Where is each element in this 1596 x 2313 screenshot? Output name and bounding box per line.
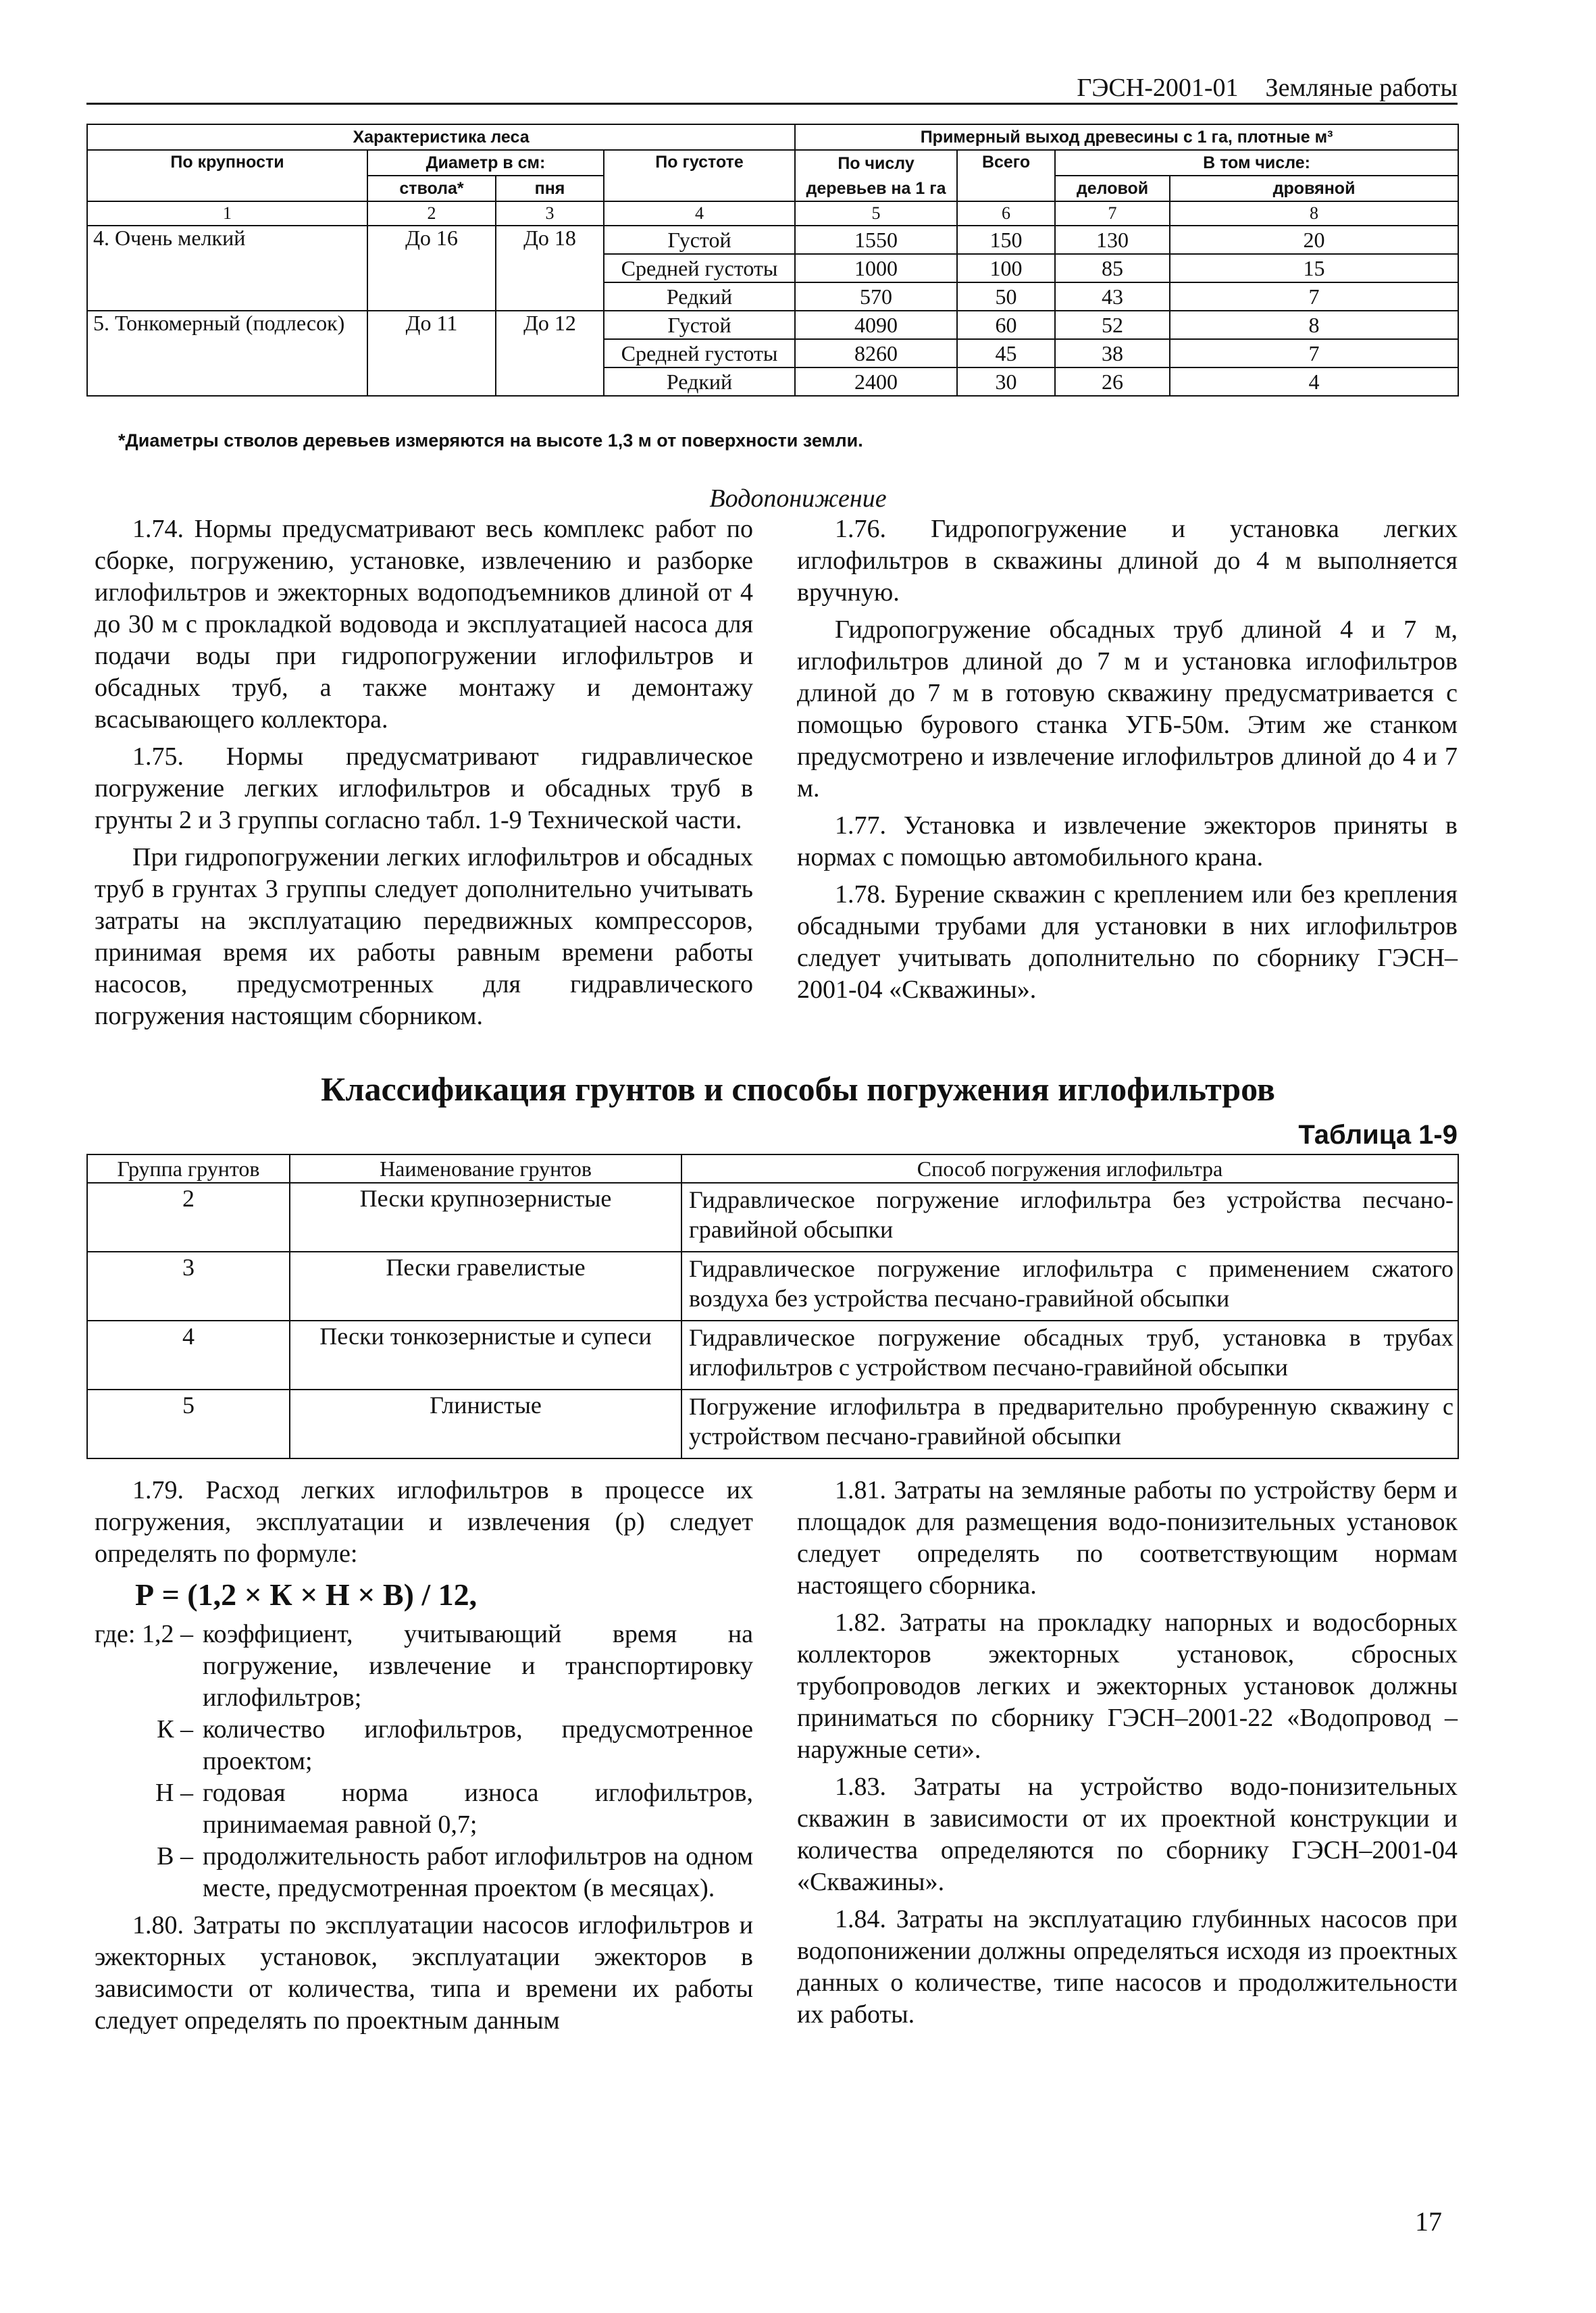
paragraph: 1.80. Затраты по эксплуатации насосов иглофильтров и эжекторных установок, эксплуатации эжекторов в зависимости от количества, типа и времени их работы следует определять по проектным данным [95, 1911, 753, 2035]
firewood-cell: 20 [1170, 226, 1458, 254]
running-header [86, 73, 1458, 105]
table-row [87, 1183, 1458, 1252]
header-firewood: дровяной [1170, 176, 1458, 201]
section-heading: Водопонижение [709, 484, 887, 513]
document-code: ГЭСН-2001-01 [1077, 74, 1239, 102]
legend-symbol: где: 1,2 – [95, 1620, 193, 1648]
paragraph: 1.76. Гидропогружение и установка легких иглофильтров в скважины длиной до 4 м выполняется вручную. [797, 515, 1458, 607]
paragraph: 1.81. Затраты на земляные работы по устройству берм и площадок для размещения водо-понизительных установок следует определять по соответствующим нормам настоящего сборника. [797, 1476, 1458, 1600]
business-wood-cell: 38 [1055, 339, 1170, 367]
header-wood-yield: Примерный выход древесины с 1 га, плотные м³ [795, 124, 1458, 150]
density-cell: Средней густоты [604, 339, 795, 367]
table-row [87, 226, 1458, 254]
legend-symbol: К – [157, 1715, 193, 1744]
text-column-right-lower [797, 1475, 1458, 2036]
density-cell: Средней густоты [604, 254, 795, 282]
business-wood-cell: 26 [1055, 367, 1170, 396]
total-cell: 50 [957, 282, 1055, 311]
text-column-right [797, 513, 1458, 1011]
column-number: 6 [957, 201, 1055, 226]
business-wood-cell: 85 [1055, 254, 1170, 282]
size-class: 5. Тонкомерный (подлесок) [87, 311, 367, 396]
formula: Р = (1,2 × К × Н × В) / 12, [135, 1577, 478, 1612]
table-row [87, 1252, 1458, 1321]
trees-per-ha-cell: 1000 [795, 254, 957, 282]
table-caption: Таблица 1-9 [1298, 1120, 1458, 1150]
trunk-diameter: До 16 [367, 226, 496, 311]
table-row [87, 311, 1458, 339]
header-by-size: По крупности [87, 150, 367, 201]
total-cell: 60 [957, 311, 1055, 339]
paragraph: 1.82. Затраты на прокладку напорных и водосборных коллекторов эжекторных установок, сбросных трубопроводов легких и эжекторных установок должны приниматься по сборнику ГЭСН–2001-22 «Водопровод – наружные сети». [797, 1608, 1458, 1764]
total-cell: 30 [957, 367, 1055, 396]
text-column-left [95, 513, 753, 1038]
trees-per-ha-cell: 1550 [795, 226, 957, 254]
density-cell: Редкий [604, 282, 795, 311]
paragraph: 1.83. Затраты на устройство водо-понизительных скважин в зависимости от их проектной конструкции и количества определяются по сборнику ГЭСН–2001-04 «Скважины». [797, 1773, 1458, 1896]
header-stump: пня [496, 176, 604, 201]
soil-group-cell: 5 [87, 1390, 290, 1458]
density-cell: Густой [604, 226, 795, 254]
firewood-cell: 8 [1170, 311, 1458, 339]
legend-text: количество иглофильтров, предусмотренное проектом; [202, 1715, 753, 1775]
trees-per-ha-cell: 570 [795, 282, 957, 311]
column-number: 3 [496, 201, 604, 226]
header-including: В том числе: [1055, 150, 1458, 176]
trees-per-ha-cell: 8260 [795, 339, 957, 367]
firewood-cell: 15 [1170, 254, 1458, 282]
trees-per-ha-cell: 2400 [795, 367, 957, 396]
stump-diameter: До 12 [496, 311, 604, 396]
text-column-left-lower [95, 1475, 753, 2042]
paragraph: 1.74. Нормы предусматривают весь комплекс работ по сборке, погружению, установке, извлечению и разборке иглофильтров и эжекторных водоподъемников длиной от 4 до 30 м с прокладкой водовода и эксплуатацией насоса для подачи воды при гидропогружении иглофильтров и обсадных труб, а также монтажу и демонтажу всасывающего коллектора. [95, 515, 753, 734]
header-soil-name: Наименование грунтов [290, 1154, 681, 1183]
paragraph: При гидропогружении легких иглофильтров и обсадных труб в грунтах 3 группы следует дополнительно учитывать затраты на эксплуатацию передвижных компрессоров, принимая время их работы равным времени работы насосов, предусмотренных для гидравлического погружения настоящим сборником. [95, 843, 753, 1030]
soil-group-cell: 2 [87, 1183, 290, 1252]
legend-symbol: Н – [155, 1779, 193, 1807]
column-number: 1 [87, 201, 367, 226]
business-wood-cell: 130 [1055, 226, 1170, 254]
method-cell: Гидравлическое погружение иглофильтра с применением сжатого воздуха без устройства песчано-гравийной обсыпки [681, 1252, 1458, 1321]
formula-legend [95, 1619, 753, 1904]
method-cell: Гидравлическое погружение обсадных труб, установка в трубах иглофильтров с устройством песчано-гравийной обсыпки [681, 1321, 1458, 1390]
paragraph: Гидропогружение обсадных труб длиной 4 и 7 м, иглофильтров длиной до 7 м и установка иглофильтров длиной до 7 м в готовую скважину предусматривается с помощью бурового станка УГБ-50м. Этим же станком предусмотрено и извлечение иглофильтров длиной до 4 и 7 м. [797, 615, 1458, 803]
paragraph: 1.75. Нормы предусматривают гидравлическое погружение легких иглофильтров и обсадных труб в грунты 2 и 3 группы согласно табл. 1-9 Технической части. [95, 742, 753, 834]
method-cell: Погружение иглофильтра в предварительно пробуренную скважину с устройством песчано-гравийной обсыпки [681, 1390, 1458, 1458]
trees-per-ha-cell: 4090 [795, 311, 957, 339]
header-diameter: Диаметр в см: [367, 150, 604, 176]
soil-group-cell: 3 [87, 1252, 290, 1321]
business-wood-cell: 52 [1055, 311, 1170, 339]
paragraph: 1.78. Бурение скважин с креплением или без крепления обсадными трубами для установки в них иглофильтров следует учитывать дополнительно по сборнику ГЭСН–2001-04 «Скважины». [797, 880, 1458, 1004]
header-trees-per-ha: деревьев на 1 га [795, 176, 957, 201]
header-trunk: ствола* [367, 176, 496, 201]
header-by-count: По числу [795, 150, 957, 176]
paragraph: 1.84. Затраты на эксплуатацию глубинных насосов при водопонижении должны определяться исходя из проектных данных о количестве, типе насосов и продолжительности их работы. [797, 1905, 1458, 2029]
legend-symbol: В – [157, 1842, 193, 1871]
column-number: 5 [795, 201, 957, 226]
legend-text: годовая норма износа иглофильтров, принимаемая равной 0,7; [202, 1779, 753, 1839]
total-cell: 45 [957, 339, 1055, 367]
header-soil-group: Группа грунтов [87, 1154, 290, 1183]
paragraph: 1.77. Установка и извлечение эжекторов приняты в нормах с помощью автомобильного крана. [797, 811, 1458, 871]
density-cell: Редкий [604, 367, 795, 396]
business-wood-cell: 43 [1055, 282, 1170, 311]
method-cell: Гидравлическое погружение иглофильтра без устройства песчано-гравийной обсыпки [681, 1183, 1458, 1252]
column-number: 8 [1170, 201, 1458, 226]
paragraph: 1.79. Расход легких иглофильтров в процессе их погружения, эксплуатации и извлечения (р) следует определять по формуле: [95, 1476, 753, 1568]
firewood-cell: 7 [1170, 339, 1458, 367]
table-footnote: *Диаметры стволов деревьев измеряются на высоте 1,3 м от поверхности земли. [118, 430, 863, 451]
stump-diameter: До 18 [496, 226, 604, 311]
header-business-wood: деловой [1055, 176, 1170, 201]
column-number: 7 [1055, 201, 1170, 226]
header-by-density: По густоте [604, 150, 795, 201]
column-number: 4 [604, 201, 795, 226]
soil-name-cell: Глинистые [290, 1390, 681, 1458]
header-method: Способ погружения иглофильтра [681, 1154, 1458, 1183]
header-forest-characteristics: Характеристика леса [87, 124, 795, 150]
total-cell: 100 [957, 254, 1055, 282]
table-row [87, 1390, 1458, 1458]
soil-name-cell: Пески крупнозернистые [290, 1183, 681, 1252]
column-numbers-row [87, 201, 1458, 226]
size-class: 4. Очень мелкий [87, 226, 367, 311]
firewood-cell: 4 [1170, 367, 1458, 396]
section-title: Земляные работы [1265, 74, 1458, 102]
firewood-cell: 7 [1170, 282, 1458, 311]
soil-name-cell: Пески гравелистые [290, 1252, 681, 1321]
forest-yield-table [86, 124, 1459, 397]
table-row [87, 1321, 1458, 1390]
total-cell: 150 [957, 226, 1055, 254]
page-number: 17 [1415, 2206, 1442, 2237]
header-total: Всего [957, 150, 1055, 201]
trunk-diameter: До 11 [367, 311, 496, 396]
table-title: Классификация грунтов и способы погружения иглофильтров [321, 1070, 1275, 1108]
legend-text: продолжительность работ иглофильтров на одном месте, предусмотренная проектом (в месяцах). [202, 1842, 753, 1902]
column-number: 2 [367, 201, 496, 226]
soil-classification-table [86, 1154, 1459, 1459]
legend-text: коэффициент, учитывающий время на погружение, извлечение и транспортировку иглофильтров; [202, 1620, 753, 1712]
soil-group-cell: 4 [87, 1321, 290, 1390]
soil-name-cell: Пески тонкозернистые и супеси [290, 1321, 681, 1390]
density-cell: Густой [604, 311, 795, 339]
